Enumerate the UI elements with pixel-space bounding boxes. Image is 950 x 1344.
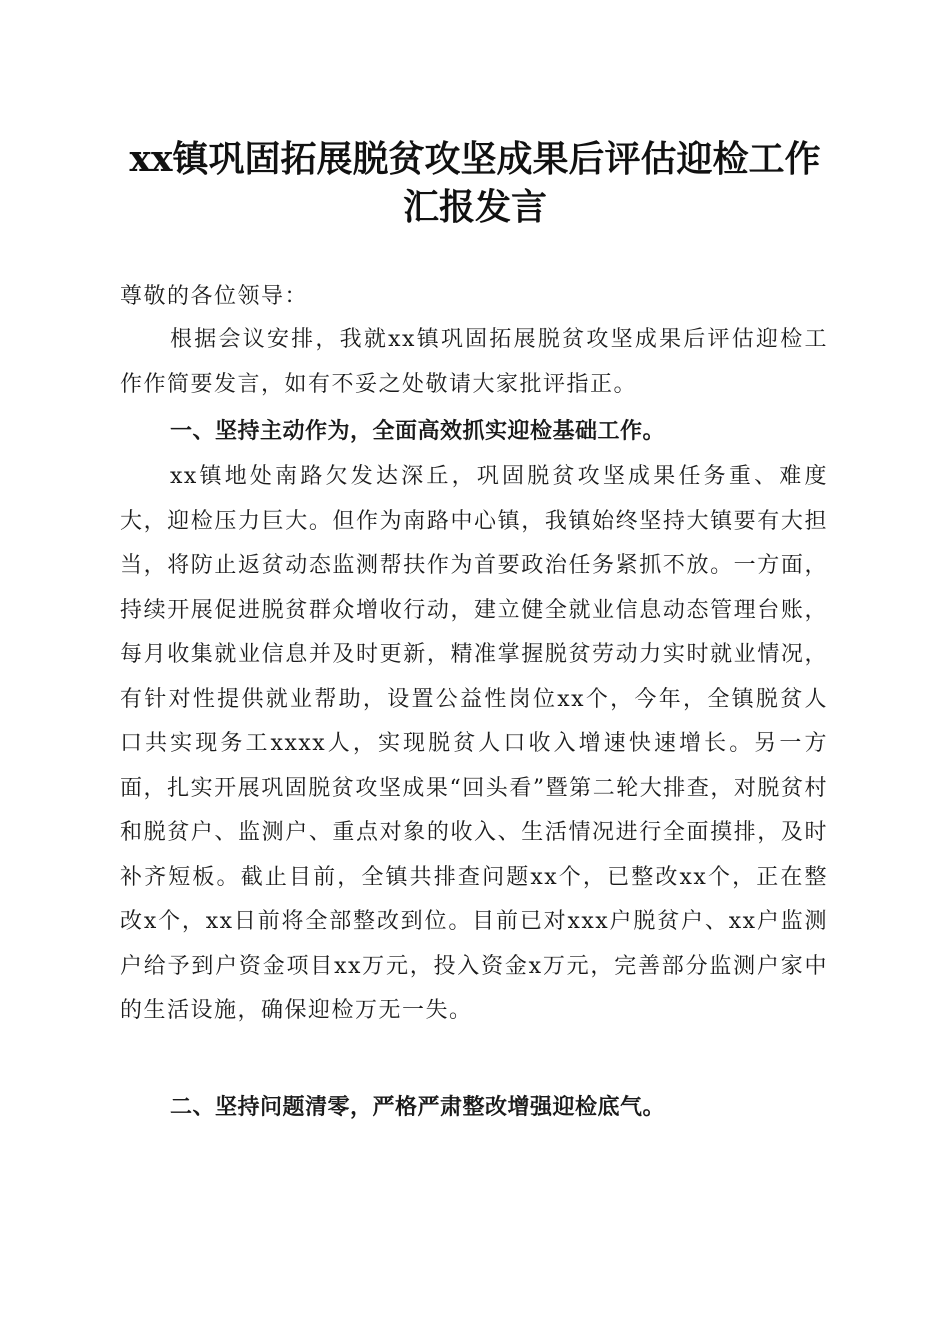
section-heading-2: 二、坚持问题清零，严格严肃整改增强迎检底气。 — [170, 1095, 666, 1120]
document-title-line-2: 汇报发言 — [402, 186, 547, 228]
section-heading-1: 一、坚持主动作为，全面高效抓实迎检基础工作。 — [170, 419, 666, 444]
intro-paragraph: 根据会议安排，我就xx镇巩固拓展脱贫攻坚成果后评估迎检工作作简要发言，如有不妥之处敬请大家批评指正。 — [120, 327, 828, 397]
document-title-line-1: xx镇巩固拓展脱贫攻坚成果后评估迎检工作 — [129, 138, 821, 180]
salutation: 尊敬的各位领导： — [120, 284, 309, 309]
section-1-paragraph: xx镇地处南路欠发达深丘，巩固脱贫攻坚成果任务重、难度大，迎检压力巨大。但作为南路中心镇，我镇始终坚持大镇要有大担当，将防止返贫动态监测帮扶作为首要政治任务紧抓不放。一方面，持续开展促进脱贫群众增收行动，建立健全就业信息动态管理台账，每月收集就业信息并及时更新，精准掌握脱贫劳动力实时就业情况，有针对性提供就业帮助，设置公益性岗位xx个，今年，全镇脱贫人口共实现务工xxxx人，实现脱贫人口收入增速快速增长。另一方面，扎实开展巩固脱贫攻坚成果“回头看”暨第二轮大排查，对脱贫村和脱贫户、监测户、重点对象的收入、生活情况进行全面摸排，及时补齐短板。截止目前，全镇共排查问题xx个，已整改xx个，正在整改x个，xx日前将全部整改到位。目前已对xxx户脱贫户、xx户监测户给予到户资金项目xx万元，投入资金x万元，完善部分监测户家中的生活设施，确保迎检万无一失。 — [120, 464, 828, 1023]
